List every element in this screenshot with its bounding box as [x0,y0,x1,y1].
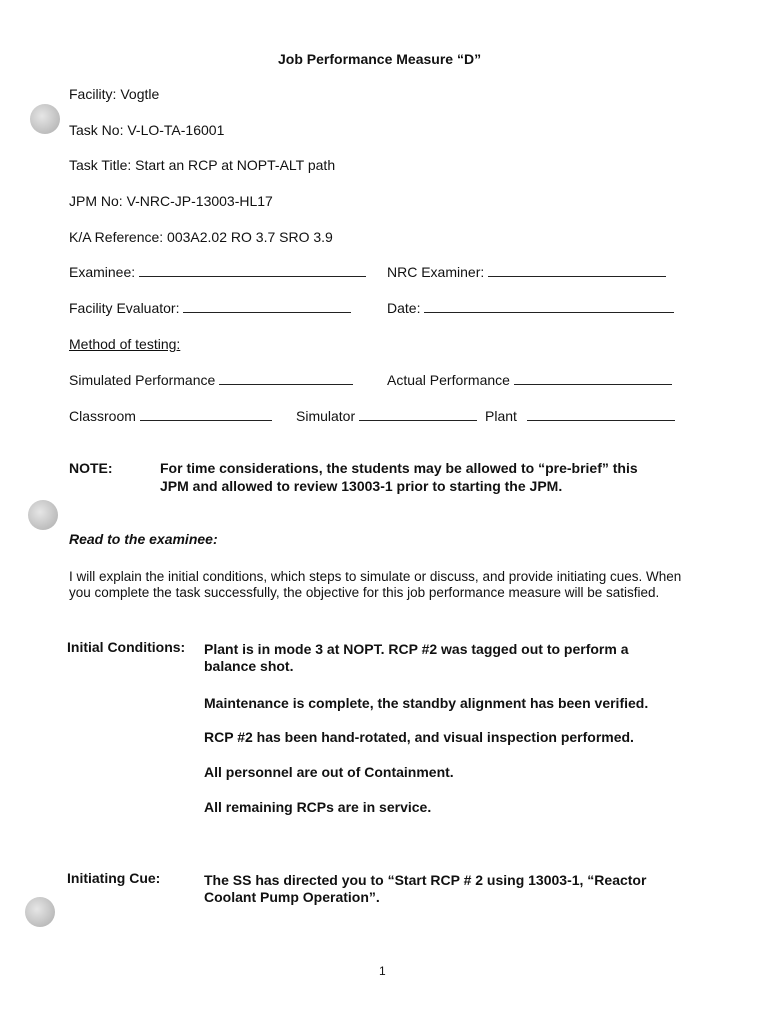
simulator-label: Simulator [296,408,356,424]
actual-performance-label: Actual Performance [387,372,510,388]
ka-reference-field: K/A Reference: 003A2.02 RO 3.7 SRO 3.9 [69,229,333,245]
page-number: 1 [379,964,386,978]
date-label: Date: [387,300,421,316]
examinee-blank[interactable] [139,264,366,277]
classroom-blank[interactable] [140,408,272,421]
punch-hole-bottom [25,897,55,927]
plant-row [485,408,675,424]
simulator-blank[interactable] [359,408,477,421]
condition-4: All personnel are out of Containment. [204,764,454,780]
task-no-field: Task No: V-LO-TA-16001 [69,122,225,138]
simulated-performance-label: Simulated Performance [69,372,216,388]
note-line-2: JPM and allowed to review 13003-1 prior to starting the JPM. [160,478,563,494]
punch-hole-top [30,104,60,134]
initial-conditions-label: Initial Conditions: [67,639,186,655]
facility-evaluator-label: Facility Evaluator: [69,300,180,316]
actual-performance-row [387,372,672,388]
note-line-1: For time considerations, the students may be allowed to “pre-brief” this [160,460,638,476]
punch-hole-middle [28,500,58,530]
initiating-cue-text: The SS has directed you to “Start RCP # 2 using 13003-1, “Reactor Coolant Pump Operation”. [204,872,647,905]
nrc-examiner-label: NRC Examiner: [387,264,485,280]
simulated-performance-row [69,372,353,388]
condition-3: RCP #2 has been hand-rotated, and visual inspection performed. [204,729,634,745]
plant-label: Plant [485,408,517,424]
actual-performance-blank[interactable] [514,372,672,385]
facility-evaluator-blank[interactable] [183,300,351,313]
initiating-cue-label: Initiating Cue: [67,870,161,886]
nrc-examiner-row [387,264,666,280]
facility-evaluator-row [69,300,351,316]
nrc-examiner-blank[interactable] [488,264,666,277]
condition-2: Maintenance is complete, the standby alignment has been verified. [204,695,649,711]
read-paragraph: I will explain the initial conditions, which steps to simulate or discuss, and provide initiating cues. When you complete the task successfully, the objective for this job performance measure will be satisfied. [69,569,682,600]
condition-1: Plant is in mode 3 at NOPT. RCP #2 was tagged out to perform a balance shot. [204,641,629,674]
jpm-no-field: JPM No: V-NRC-JP-13003-HL17 [69,193,273,209]
date-blank[interactable] [424,300,674,313]
examinee-row [69,264,366,280]
read-heading: Read to the examinee: [69,531,218,547]
classroom-row [69,408,272,424]
facility-field: Facility: Vogtle [69,86,160,102]
examinee-label: Examinee: [69,264,136,280]
simulated-performance-blank[interactable] [219,372,353,385]
page-title: Job Performance Measure “D” [278,51,482,67]
method-of-testing-heading: Method of testing: [69,336,181,352]
classroom-label: Classroom [69,408,136,424]
condition-5: All remaining RCPs are in service. [204,799,432,815]
note-label: NOTE: [69,460,113,476]
plant-blank[interactable] [527,408,675,421]
date-row [387,300,674,316]
task-title-field: Task Title: Start an RCP at NOPT-ALT path [69,157,336,173]
simulator-row [296,408,477,424]
